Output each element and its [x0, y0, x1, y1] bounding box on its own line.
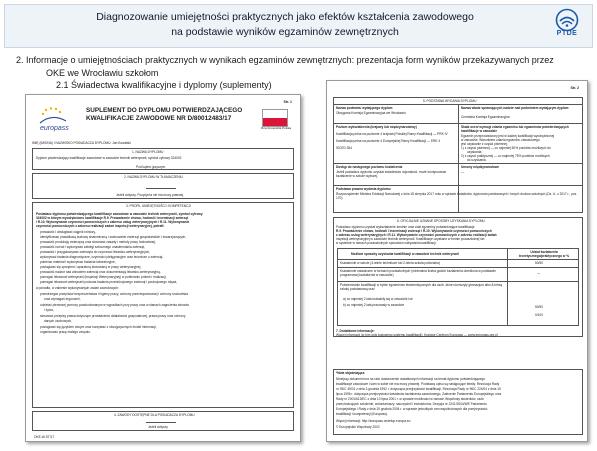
ptde-logo — [548, 8, 586, 46]
section-3-item: identyfikować prawidłową budowę anatomiczną i zachowanie zwierząt gospodarskich i towarzyszących, — [40, 235, 187, 239]
note-line: nr 93/C 49/01 z dnia 3 grudnia 1992 r. dotycząca przejrzystości kwalifikacji, Rezolucja Rady nr 96/C 224/04 z dnia 15 — [336, 387, 501, 391]
section-6-text: w systemie w ramach pozaszkolnych sposobów nabywania kwalifikacji. — [336, 241, 437, 245]
section-3-item: prowadzić nadzór nad zdrowiem zwierząt oraz dokumentacją lekarsko-weterynaryjną, — [40, 270, 161, 274]
section-7-title: 7. Dodatkowe informacje: — [336, 329, 375, 333]
section-2-title: 2. NAZWA DYPLOMU W TŁUMACZENIU — [124, 175, 183, 179]
note-title: *Nota objaśniająca — [336, 371, 365, 375]
section-4-title: 4. ZAWODY DOSTĘPNE DLA POSIADACZA DYPLOMU — [114, 413, 195, 417]
section-3-item: prowadzić produkcję zwierzęcą oraz stosować zasady i metody pracy hodowlanej, — [40, 240, 156, 244]
title-banner — [4, 4, 593, 48]
section-3-item2: posługiwać się językiem obcym oraz korzystać z obcojęzycznych źródeł informacji, — [40, 325, 157, 329]
grading-line: Egzamin przeprowadzony jest w każdej kwalifikacji wyodrębnionej — [461, 134, 555, 138]
section-4-divider — [146, 422, 176, 423]
table-header-ways: Możliwe sposoby uzyskania kwalifikacji w zawodzie technik weterynarii — [351, 252, 460, 256]
section-3-item: prowadzić rozród i wykonywać zabiegi sztucznego unasienniania zwierząt, — [40, 245, 146, 249]
table-row-label: a) co najmniej 2 lata kształciły się w zawodzie lub — [343, 297, 413, 301]
grid-line — [333, 163, 583, 164]
page-footer: OKE-W-ST/17 — [34, 435, 55, 439]
supplement-page-2 — [326, 80, 588, 442]
section-2-1-heading: 2.1 Świadectwa kwalifikacyjne i dyplomy (suplementy) — [56, 80, 272, 90]
page-number: Str. 2 — [570, 86, 579, 90]
section-2-line2: OKE we Wrocławiu szkołom — [46, 68, 159, 78]
supervisor-value: Centralna Komisja Egzaminacyjna — [461, 115, 510, 119]
section-6-text: R.9. Prowadzenie chowu, hodowli i inseminacji zwierząt i R.10. Wykonywanie czynności pomocniczych — [336, 229, 492, 233]
legal-basis-value: Rozporządzenie Ministra Edukacji Narodowej z dnia 18 sierpnia 2017 roku w sprawie świadectw, dyplomów państwowych i innych druków szkolnych (Dz. U. z 2017 r., poz. 170). — [336, 192, 578, 200]
section-2-divider — [146, 188, 176, 189]
section-4-note: Jeżeli dotyczy — [148, 425, 168, 429]
agreements-value: — — [461, 170, 465, 174]
table-row-label: Potwierdzanie kwalifikacji w trybie egzaminów eksternistycznych dla osób, które ukończyły gimnazjum albo 8-letnią szkołę podstawową oraz — [340, 283, 503, 291]
europass-wordmark: europass — [40, 125, 69, 132]
ptde-logo-text: PTDE — [556, 30, 578, 37]
section-3-item2: i życia, — [44, 308, 54, 312]
legal-basis-label: Podstawa prawna wydania dyplomu — [336, 187, 391, 191]
note-line: lipca 1996 r. dotycząca przejrzystości świadectw kształcenia zawodowego, Zalecenie Parlamentu Europejskiego oraz — [336, 392, 502, 396]
section-3-text-line3: i R.10. Wykonywanie czynności pomocniczych z zakresu usług weterynaryjnych i R.11. Wykonywanie — [36, 220, 190, 224]
banner-title — [25, 10, 545, 40]
section-3-item2: danych osobowych, — [44, 319, 72, 323]
grading-line: w zawodzie. Warunkiem zdania egzaminu zawodowego — [461, 138, 540, 142]
section-2-note: Jeżeli dotyczy. Pozycja ta nie ma mocy prawnej. — [116, 193, 184, 197]
section-3-item2: udzielać pierwszej pomocy poszkodowanym w wypadkach przy pracy oraz w stanach zagrożenia zdrowia — [40, 303, 189, 307]
page-number: Str. 1 — [283, 100, 292, 104]
grading-line: jest uzyskanie z części pisemnej: — [461, 142, 508, 146]
supervisor-label: Nazwa władz sprawujących nadzór nad podmiotem wydającym dyplom — [461, 106, 569, 110]
section-3-item: wykonywać badania diagnostyczne, czynności pielęgnacyjne oraz lecznicze u zwierząt, — [40, 255, 164, 259]
note-line: kwalifikacje zawodowe i sam w sobie nie ma mocy prawnej. Podstawą opisu są następujące teksty: Rezolucja Rady — [336, 382, 500, 386]
level-label: Poziom wykształcenia (krajowy lub międzynarodowy) — [336, 125, 417, 129]
europass-stars-icon — [34, 105, 72, 127]
section-3-item: posługiwać się sprzętem i aparaturą stosowaną w pracy weterynaryjnej, — [40, 265, 142, 269]
supplement-page-1 — [25, 94, 301, 442]
section-3-item2: stosować przepisy prawa dotyczące prowadzenia działalności gospodarczej, prawa pracy oraz ochrony — [40, 314, 186, 318]
poland-flag — [262, 109, 288, 127]
section-6-text: inspekcji weterynaryjnej w zawodzie technik weterynarii. Kwalifikacje uzyskane w formie pozaszkolnej lub — [336, 237, 485, 241]
section-6-text: z zakresu usług weterynaryjnych i R.11. Wykonywanie czynności pomocniczych z zakresu realizacji zadań — [336, 233, 497, 237]
grading-line: do uzyskania. — [467, 158, 487, 162]
supplement-title-line1: SUPLEMENT DO DYPLOMU POTWIERDZAJĄCEGO — [86, 107, 243, 114]
flag-caption: Rzeczpospolita Polska — [260, 126, 292, 130]
section-3-item: prowadzić i przygotowywać zwierzęta do czynności lekarsko-weterynaryjnych, — [40, 250, 151, 254]
section-1-text: Dyplom potwierdzający kwalifikacje zawodowe w zawodzie technik weterynarii, symbol cyfrowy 324002 — [36, 156, 182, 160]
issuer-value: Okręgowa Komisja Egzaminacyjna we Wrocławiu — [336, 111, 406, 115]
grid-line — [337, 267, 579, 268]
table-row-value: 50/50 — [535, 261, 543, 265]
note-line: Więcej informacji: http://europass.cedefop.europa.eu — [336, 419, 411, 423]
section-2-line1: 2. Informacje o umiejętnościach praktycznych w wynikach egzaminów zewnętrznych: prezentacja form wyników przekazywanych przez — [16, 55, 554, 65]
note-line: Europejskiego i Rady z dnia 15 grudnia 2004 r. w sprawie jednolitych ram wspólnotowych dla przejrzystości — [336, 407, 488, 411]
section-3-item: pomagać lekarzowi weterynarii podczas badania przedubojowego zwierząt i poubojowego mięsa, — [40, 280, 178, 284]
level-line: Kwalifikacja pełna na poziomie 4 Europejskiej Ramy Kwalifikacji — ERK 4 — [336, 139, 441, 143]
agreements-label: Umowy międzynarodowe — [461, 165, 500, 169]
section-3-item: pomagać lekarzowi weterynarii (Inspekcji Weterynaryjnej) w pobieraniu próbek i realizacji, — [40, 275, 167, 279]
section-3-item2: organizować pracę małego zespołu. — [40, 330, 91, 334]
grading-label: Skala ocen/ wymogi zdania egzaminu lub egzaminów potwierdzających kwalifikacje w zawodzie — [461, 125, 569, 133]
section-6-title: 6. OFICJALNIE UZNANE SPOSOBY UZYSKANIA DYPLOMU — [397, 219, 485, 223]
supplement-title-line2: KWALIFIKACJE ZAWODOWE NR D/80012483/17 — [86, 115, 232, 122]
banner-title-line2: na podstawie wyników egzaminów zewnętrznych — [171, 26, 399, 38]
grading-line: uzyskania; — [467, 150, 483, 154]
section-7-text: Więcej informacji (w tym opis krajowego systemu kwalifikacji): Krajowe Centrum Europass — www.europass.org.pl — [336, 333, 498, 337]
note-line: Rady nr 2001/613/EC z dnia 10 lipca 2001 r. w sprawie mobilności w ramach Wspólnoty studentów, osób — [336, 397, 484, 401]
section-3-text-line2: 324002 w którym wyodrębniono kwalifikacje R.9. Prowadzenie chowu, hodowli i inseminacji zwierząt — [36, 216, 188, 220]
access-value: Jeżeli posiadacz dyplomu uzyskał świadectwo dojrzałości, może kontynuować kształcenie w szkole wyższej. — [336, 170, 447, 178]
section-3-item: pobierać materiał i wykonywać badania laboratoryjne, — [40, 260, 116, 264]
banner-title-line1: Diagnozowanie umiejętności praktycznych jako efektów kształcenia zawodowego — [96, 11, 474, 23]
section-3-text-line1: Posiadacz dyplomu potwierdzającego kwalifikacje zawodowe w zawodzie technik weterynarii, symbol cyfrowy — [36, 212, 203, 216]
grid-line — [337, 281, 579, 282]
europass-logo — [34, 105, 72, 135]
grading-line: 1) z części pisemnej — co najmniej 50% punktów możliwych do — [461, 146, 551, 150]
section-3-item: prowadzić i obsługiwać ciągnik rolniczy, — [40, 230, 96, 234]
section-1-note: Pod kątem języczym — [136, 165, 166, 169]
section-5-title: 5. PODSTAWA WYDANIA DYPLOMU — [423, 99, 477, 103]
level-line: ISCED 354 — [336, 146, 352, 150]
grid-line — [333, 123, 583, 124]
note-line: kwalifikacji i kompetencji (Europass). — [336, 412, 388, 416]
section-3-tail: a ponadto, w zakresie wykonywanych zadań zawodowych: — [36, 286, 119, 290]
table-row-value: 50/50 — [535, 305, 543, 309]
note-line: Niniejszy dokument ma na celu dostarczenie dodatkowych informacji na temat dyplomu potwierdzającego — [336, 377, 486, 381]
grading-line: 2) z części praktycznej — co najmniej 75% punktów możliwych — [461, 154, 550, 158]
table-row-label: Kształcenie ustawiczne w formach pozaszkolnych (minimalna liczba godzin kształcenia określona w podstawie programowej kształcenia w zawodzie) — [340, 269, 496, 277]
ptde-logo-icon — [555, 8, 579, 32]
access-label: Dostęp do następnego poziomu kształcenia — [336, 165, 403, 169]
table-row-value: 0/100 — [535, 313, 543, 317]
level-line: Kwalifikacja pełna na poziomie 4 krajowej Polskiej Ramy Kwalifikacji — PRK IV — [336, 132, 448, 136]
table-row-value: — — [537, 271, 541, 275]
section-3-item2: oraz wymagań ergonomii, — [44, 297, 81, 301]
section-3-text-line4: czynności pomocniczych z zakresu realizacji zadań inspekcji weterynaryjnej, potrafi: — [36, 224, 165, 228]
note-line: © Europejskie Wspólnoty 2002 — [336, 425, 380, 429]
holder-name-label: IMIĘ (IMIONA) I NAZWISKO POSIADACZA DYPLOMU: Jan Kowalski — [32, 141, 131, 145]
supplement-title — [86, 107, 242, 123]
section-3-item2: przestrzegać przepisów bezpieczeństwa i higieny pracy, ochrony przeciwpożarowej i ochrony środowiska — [40, 292, 189, 296]
table-row-label: Kształcenie w szkole (4-letnie technikum lub 2-letnia szkoła policealna) — [340, 261, 440, 265]
section-3-title: 3. PROFIL UMIEJĘTNOŚCI I KOMPETENCJI — [126, 204, 191, 208]
section-6-text: Posiadacz dyplomu uzyskał wykształcenie średnie oraz zdał egzaminy potwierdzające kwalifikacje — [336, 225, 475, 229]
note-line: przechodzących szkolenie, wolontariuszy, nauczycieli i instruktorów, Decyzja nr 2241/2004/WE Parlamentu — [336, 402, 487, 406]
table-row-label: b) co najmniej 2 lata pracowały w zawodzie — [343, 303, 405, 307]
table-header-share: Udział kształcenia teoretycznego/praktycznego w % — [518, 250, 570, 258]
grid-line — [333, 185, 583, 186]
issuer-label: Nazwa podmiotu wydającego dyplom — [336, 106, 393, 110]
section-1-title: 1. NAZWA DYPLOMU — [132, 150, 164, 154]
grid-line — [337, 259, 579, 260]
section-2-heading — [16, 54, 586, 80]
